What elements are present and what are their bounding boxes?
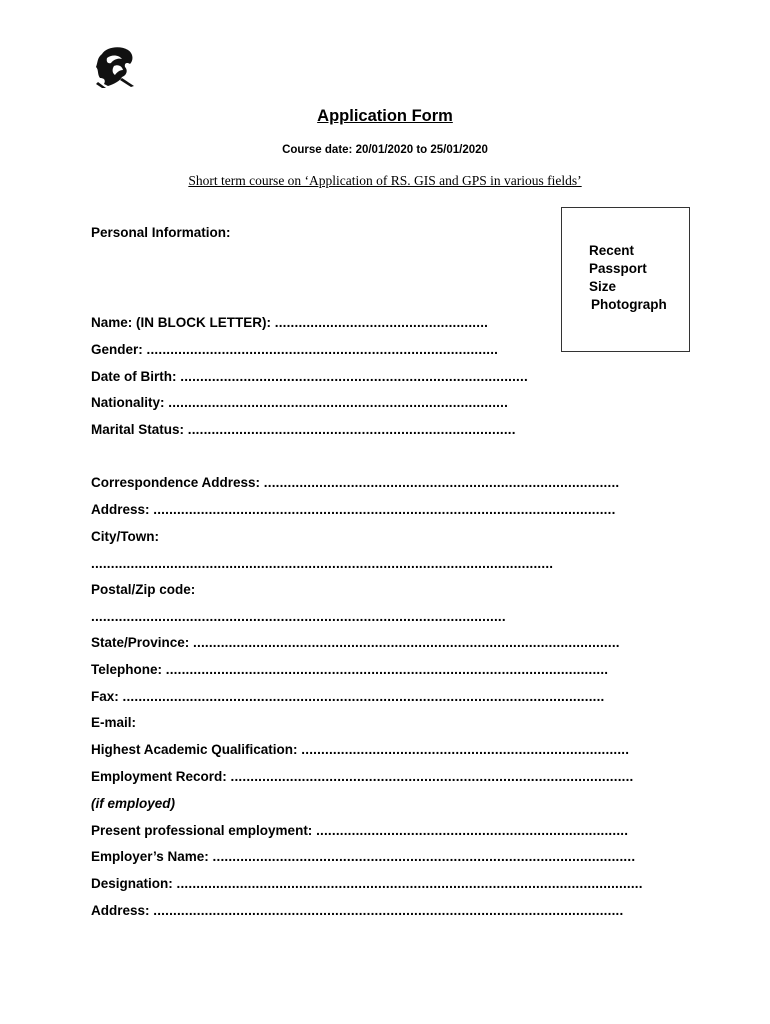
field-gender[interactable]: Gender: ......................................................................................... xyxy=(91,342,499,357)
field-nationality[interactable]: Nationality: ...................................................................................... xyxy=(91,395,509,410)
field-postal-code-line[interactable]: ......................................................................................................... xyxy=(91,609,506,624)
section-heading-personal: Personal Information: xyxy=(91,225,231,240)
photo-placeholder-box xyxy=(561,207,690,352)
field-city-town-label: City/Town: xyxy=(91,529,159,544)
field-city-town-line[interactable]: ..................................................................................................................... xyxy=(91,556,554,571)
field-fax[interactable]: Fax: .......................................................................................................................... xyxy=(91,689,605,704)
field-address[interactable]: Address: ..................................................................................................................... xyxy=(91,502,616,517)
employment-note: (if employed) xyxy=(91,796,176,811)
field-telephone[interactable]: Telephone: ................................................................................................................ xyxy=(91,662,609,677)
field-date-of-birth[interactable]: Date of Birth: ........................................................................................ xyxy=(91,369,528,384)
field-correspondence-address[interactable]: Correspondence Address: .......................................................................................... xyxy=(91,475,620,490)
photo-label-line: Recent xyxy=(589,243,635,258)
field-name[interactable]: Name: (IN BLOCK LETTER): ...................................................... xyxy=(91,315,489,330)
field-present-employment[interactable]: Present professional employment: ............................................................................... xyxy=(91,823,629,838)
institute-emblem-icon xyxy=(94,44,136,88)
field-state-province[interactable]: State/Province: ............................................................................................................ xyxy=(91,635,620,650)
field-marital-status[interactable]: Marital Status: ................................................................................... xyxy=(91,422,516,437)
field-postal-code-label: Postal/Zip code: xyxy=(91,582,196,597)
course-date: Course date: 20/01/2020 to 25/01/2020 xyxy=(282,144,488,156)
field-email[interactable]: E-mail: xyxy=(91,715,137,730)
field-designation[interactable]: Designation: ...................................................................................................................... xyxy=(91,876,643,891)
photo-label-line: Size xyxy=(589,279,617,294)
photo-label-line: Photograph xyxy=(591,297,667,312)
field-employer-name[interactable]: Employer’s Name: ........................................................................................................... xyxy=(91,849,636,864)
field-employer-address[interactable]: Address: ....................................................................................................................... xyxy=(91,903,624,918)
form-title: Application Form xyxy=(317,107,453,125)
field-highest-qualification[interactable]: Highest Academic Qualification: ................................................................................... xyxy=(91,742,630,757)
photo-label-line: Passport xyxy=(589,261,647,276)
course-title: Short term course on ‘Application of RS. GIS and GPS in various fields’ xyxy=(188,173,582,188)
field-employment-record[interactable]: Employment Record: ...................................................................................................... xyxy=(91,769,634,784)
